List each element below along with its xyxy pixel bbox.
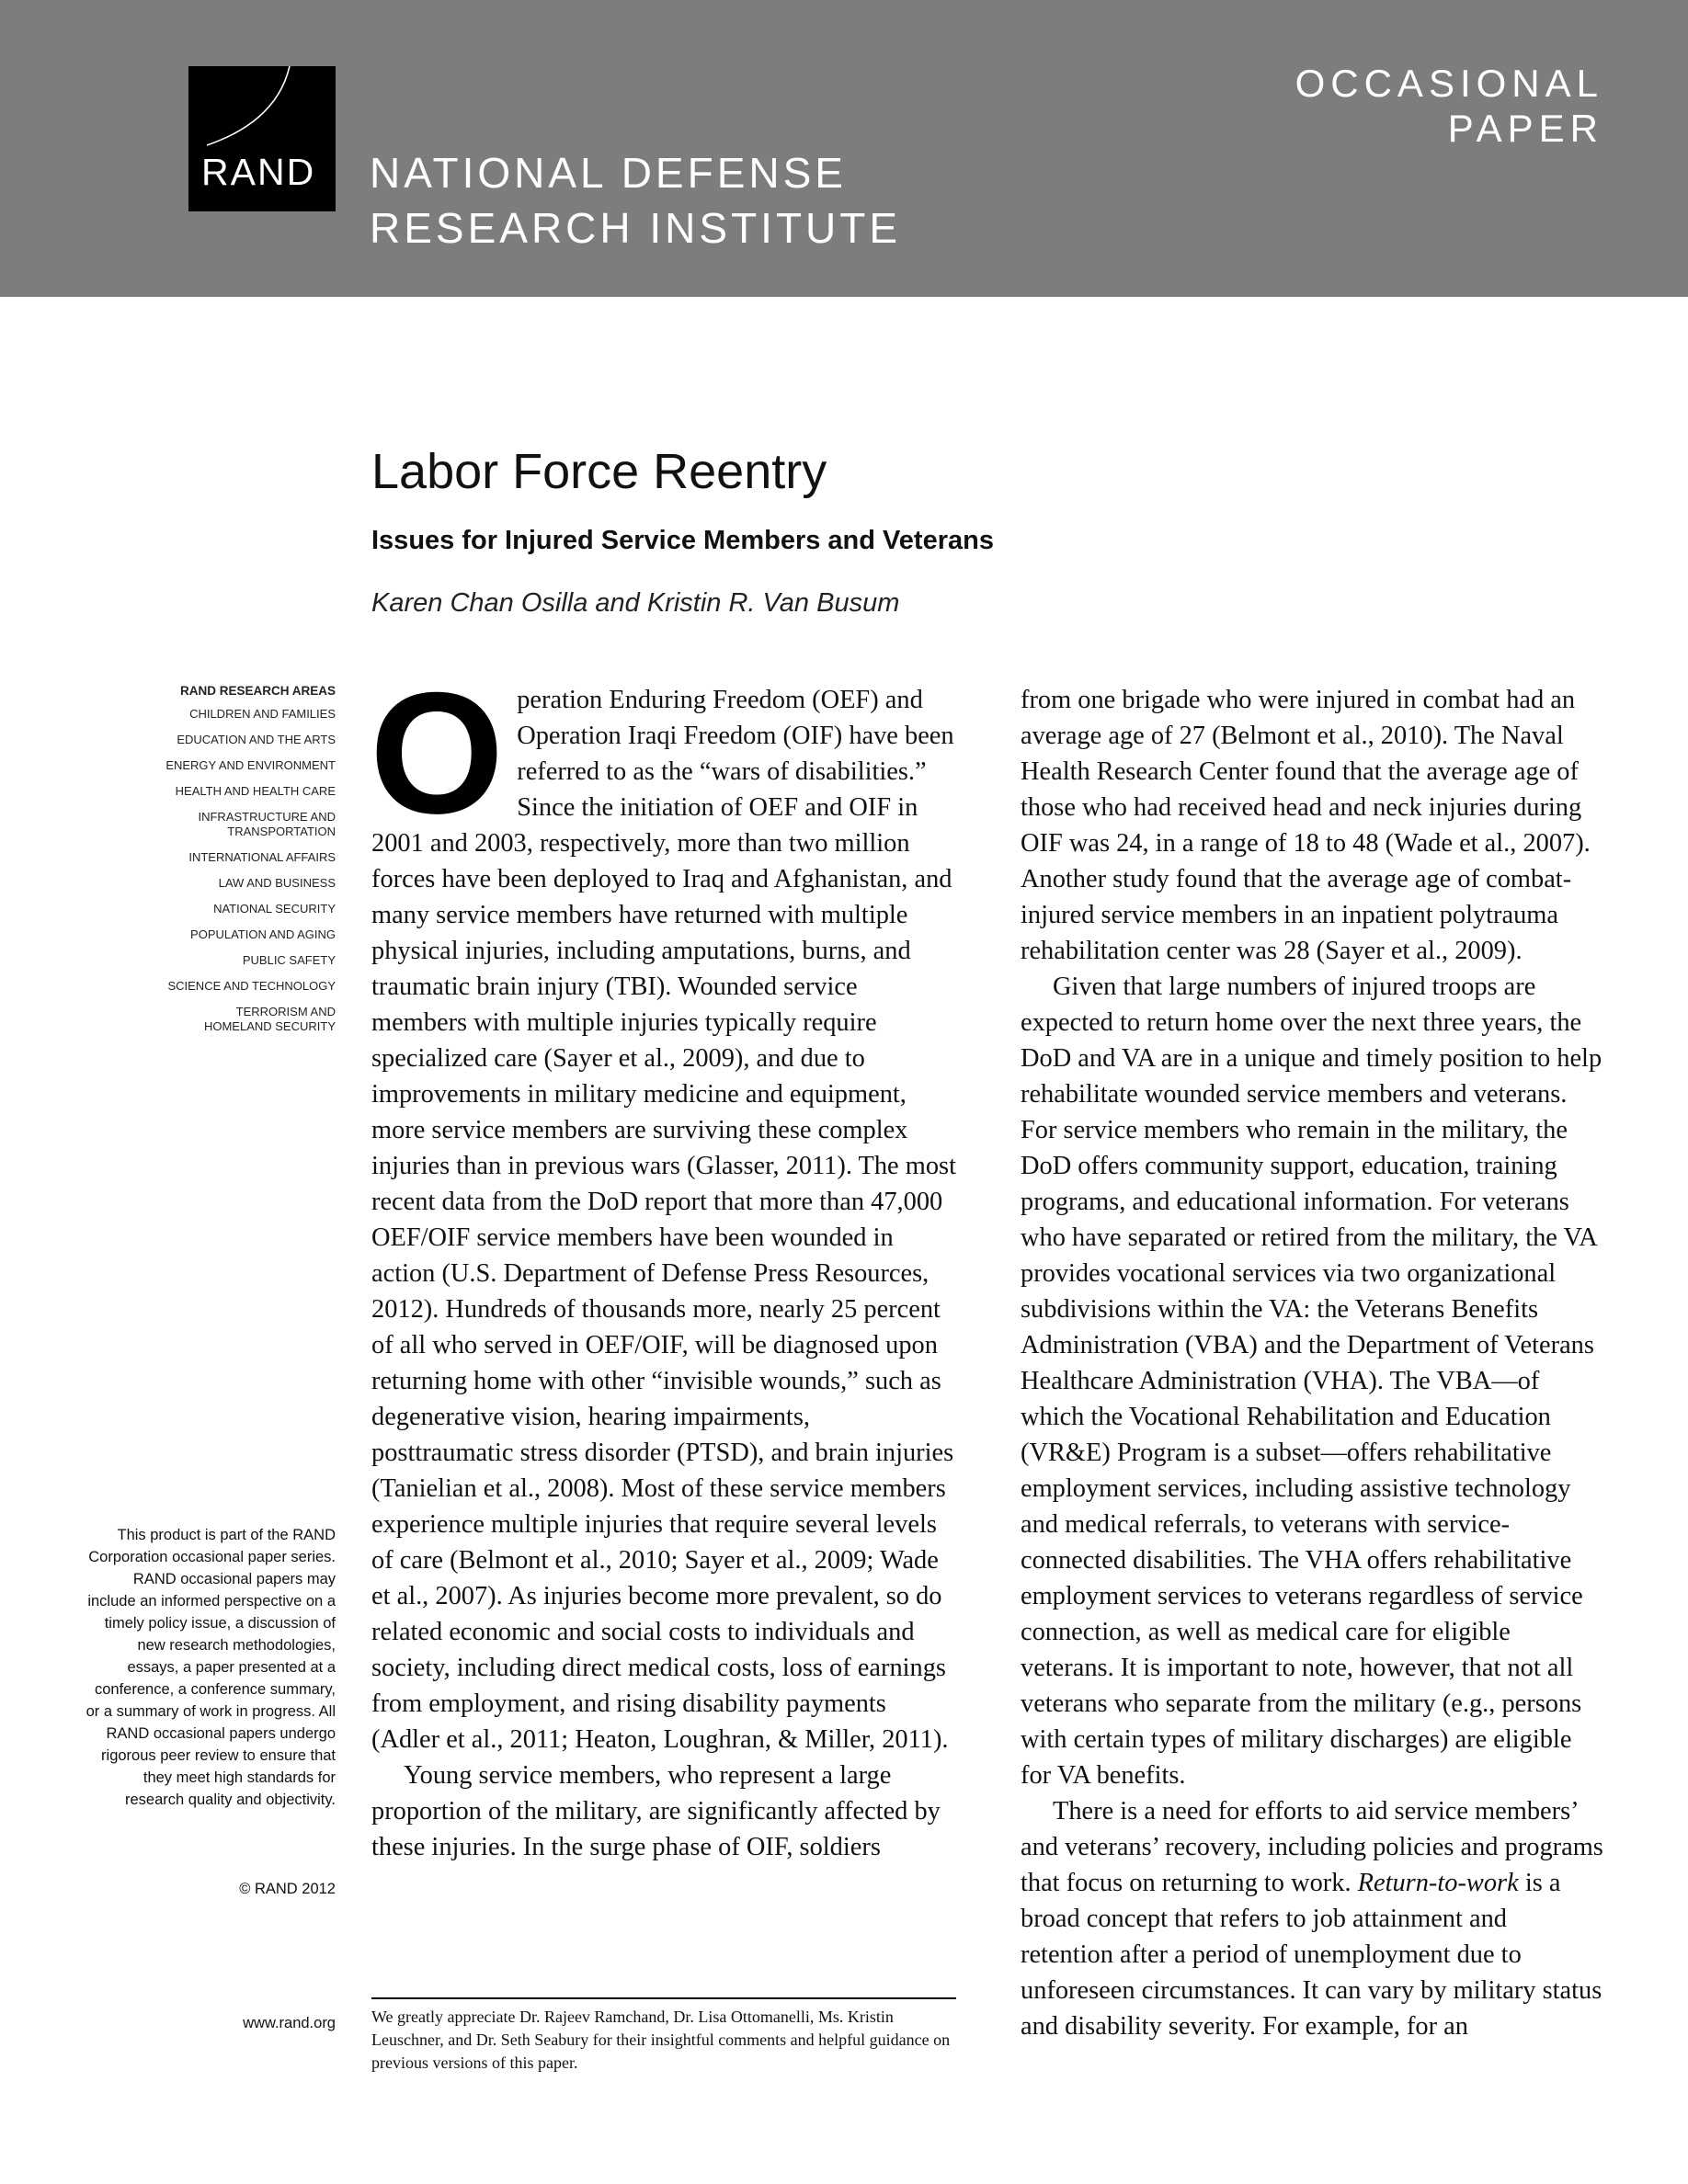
paragraph-1 xyxy=(370,656,956,1757)
paper-subtitle: Issues for Injured Service Members and Veterans xyxy=(371,526,994,555)
research-area-item[interactable]: INTERNATIONAL AFFAIRS xyxy=(188,850,336,864)
research-area-item[interactable]: TERRORISM AND HOMELAND SECURITY xyxy=(203,1005,336,1033)
paragraph-5-end: is a broad concept that refers to job attainment and retention after a period of unemployment due to unforeseen circumstances. It can vary by military status and disability severity. For example, for an xyxy=(1021,1869,1602,2041)
paragraph-4: Given that large numbers of injured troops are expected to return home over the next three years, the DoD and VA are in a unique and timely position to help rehabilitate wounded service members and veterans. For service members who remain in the military, the DoD offers community support, education, training programs, and educational information. For veterans who have separated or retired from the military, the VA provides vocational services via two organizational subdivisions within the VA: the Veterans Benefits Administration (VBA) and the Department of Veterans Healthcare Administration (VHA). The VBA—of which the Vocational Rehabilitation and Education (VR&E) Program is a subset—offers rehabilitative employment services, including assistive technology and medical referrals, to veterans with service-connected disabilities. The VHA offers rehabilitative employment services to veterans regardless of service connection, as well as medical care for eligible veterans. It is important to note, however, that not all veterans who separate from the military (e.g., persons with certain types of military discharges) are eligible for VA benefits. xyxy=(1021,973,1602,1790)
footnote-rule xyxy=(371,1997,956,1999)
org-name-line1: NATIONAL DEFENSE xyxy=(370,149,847,197)
research-areas xyxy=(110,684,336,1045)
research-area-item[interactable]: CHILDREN AND FAMILIES xyxy=(189,707,336,721)
research-area-item[interactable]: HEALTH AND HEALTH CARE xyxy=(175,784,336,798)
paragraph-1-text: peration Enduring Freedom (OEF) and Operation Iraqi Freedom (OIF) have been referred to as the “wars of disabilities.” Since the initiation of OEF and OIF in 2001 and 2003, respectively, more than two million forces have been deployed to Iraq and Afghanistan, and many service members have returned with multiple physical injuries, including amputations, burns, and traumatic brain injury (TBI). Wounded service members with multiple injuries typically require specialized care (Sayer et al., 2009), and due to improvements in military medicine and equipment, more service members are surviving these complex injuries than in previous wars (Glasser, 2011). The most recent data from the DoD report that more than 47,000 OEF/OIF service members have been wounded in action (U.S. Department of Defense Press Resources, 2012). Hundreds of thousands more, nearly 25 percent of all who served in OEF/OIF, will be diagnosed upon returning home with other “invisible wounds,” such as degenerative vision, hearing impairments, posttraumatic stress disorder (PTSD), and brain injuries (Tanielian et al., 2008). Most of these service members experience multiple injuries that require several levels of care (Belmont et al., 2010; Sayer et al., 2009; Wade et al., 2007). As injuries become more prevalent, so do related economic and social costs to individuals and society, including direct medical costs, loss of earnings from employment, and rising disability payments (Adler et al., 2011; Heaton, Loughran, & Miller, 2011). xyxy=(371,686,956,1754)
series-label xyxy=(1295,61,1603,151)
body-column-1 xyxy=(370,656,956,1865)
logo-text: RAND xyxy=(201,151,316,193)
body-column-2 xyxy=(1021,682,1605,2044)
series-line1: OCCASIONAL xyxy=(1295,62,1603,105)
org-name-line2: RESEARCH INSTITUTE xyxy=(370,204,902,252)
paragraph-5-start: There is a need for efforts to aid service members’ and veterans’ recovery, including policies and programs that focus on returning to work. xyxy=(1021,1797,1603,1897)
return-to-work-term: Return-to-work xyxy=(1357,1869,1519,1897)
paragraph-2: Young service members, who represent a large proportion of the military, are significantly affected by these injuries. In the surge phase of OIF, soldiers xyxy=(371,1761,941,1861)
research-area-item[interactable]: PUBLIC SAFETY xyxy=(242,953,336,967)
org-name xyxy=(370,145,901,256)
research-area-item[interactable]: POPULATION AND AGING xyxy=(190,927,336,941)
research-area-item[interactable]: EDUCATION AND THE ARTS xyxy=(177,733,336,746)
acknowledgment-footnote: We greatly appreciate Dr. Rajeev Ramchand, Dr. Lisa Ottomanelli, Ms. Kristin Leuschner, and Dr. Seth Seabury for their insightful comments and helpful guidance on previous versions of this paper. xyxy=(371,2008,951,2072)
research-area-item[interactable]: NATIONAL SECURITY xyxy=(213,902,336,916)
rand-logo xyxy=(188,66,336,211)
research-area-item[interactable]: ENERGY AND ENVIRONMENT xyxy=(165,758,336,772)
research-area-item[interactable]: SCIENCE AND TECHNOLOGY xyxy=(167,979,336,993)
copyright-notice: © RAND 2012 xyxy=(239,1881,336,1897)
paper-title: Labor Force Reentry xyxy=(371,444,827,499)
header-banner xyxy=(0,0,1688,297)
research-area-item[interactable]: LAW AND BUSINESS xyxy=(218,876,336,890)
research-area-item[interactable]: INFRASTRUCTURE AND TRANSPORTATION xyxy=(198,810,336,838)
paragraph-3: from one brigade who were injured in combat had an average age of 27 (Belmont et al., 2010). The Naval Health Research Center found that the average age of those who had received head and neck injuries during OIF was 24, in a range of 18 to 48 (Wade et al., 2007). Another study found that the average age of combat-injured service members in an inpatient polytrauma rehabilitation center was 28 (Sayer et al., 2009). xyxy=(1021,686,1591,965)
series-description: This product is part of the RAND Corporation occasional paper series. RAND occasional papers may include an informed perspective on a timely policy issue, a discussion of new research methodologies, essays, a paper presented at a conference, a conference summary, or a summary of work in progress. All RAND occasional papers undergo rigorous peer review to ensure that they meet high standards for research quality and objectivity. xyxy=(86,1527,336,1808)
drop-cap: O xyxy=(370,656,505,849)
paper-authors: Karen Chan Osilla and Kristin R. Van Busum xyxy=(371,588,900,618)
research-areas-title: RAND RESEARCH AREAS xyxy=(179,684,336,698)
website-link[interactable]: www.rand.org xyxy=(243,2015,336,2031)
series-line2: PAPER xyxy=(1447,107,1603,150)
paragraph-5 xyxy=(1021,1793,1605,2044)
